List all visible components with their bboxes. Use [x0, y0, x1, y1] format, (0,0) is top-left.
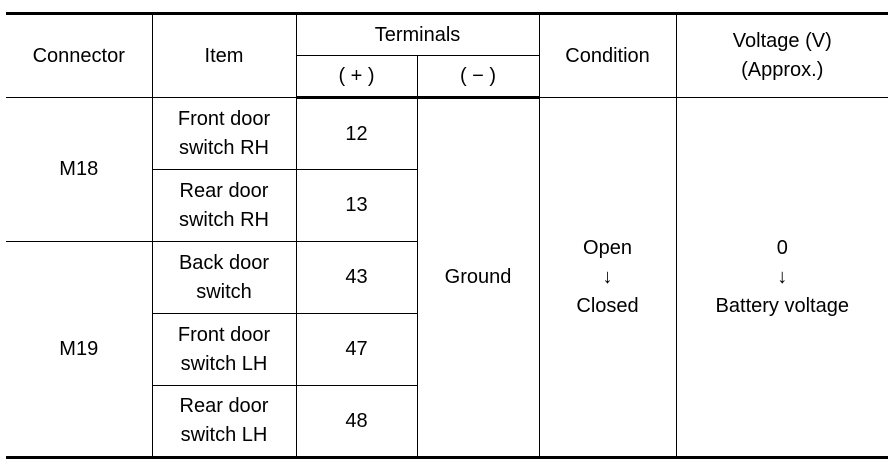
condition-to: Closed [576, 294, 639, 317]
item-line: Back door [178, 251, 270, 274]
item-line: Front door [177, 107, 271, 130]
connector-cell: M19 [6, 242, 152, 458]
down-arrow-icon: ↓ [602, 265, 613, 288]
header-voltage [676, 14, 888, 98]
voltage-from: 0 [776, 236, 788, 259]
terminal-cell: 43 [296, 242, 417, 314]
condition-from: Open [583, 236, 632, 259]
header-terminal-minus: ( − ) [417, 56, 539, 98]
condition-cell [539, 98, 676, 458]
header-voltage-line1: Voltage (V) [732, 30, 832, 52]
terminal-cell: 47 [296, 314, 417, 386]
item-line: Rear door [179, 179, 269, 202]
terminal-cell: 48 [296, 386, 417, 458]
ground-cell: Ground [417, 98, 539, 458]
item-cell [152, 242, 296, 314]
voltage-cell [676, 98, 888, 458]
voltage-to: Battery voltage [715, 294, 849, 317]
header-terminal-plus: ( + ) [296, 56, 417, 98]
item-line: switch LH [180, 352, 268, 375]
item-cell [152, 314, 296, 386]
item-cell [152, 170, 296, 242]
header-terminals: Terminals [296, 14, 539, 56]
connector-cell: M18 [6, 98, 152, 242]
terminal-cell: 13 [296, 170, 417, 242]
item-line: switch LH [180, 424, 268, 446]
header-item: Item [152, 14, 296, 98]
item-cell [152, 386, 296, 458]
item-cell [152, 98, 296, 170]
header-voltage-line2: (Approx.) [741, 59, 824, 81]
item-line: switch [196, 280, 252, 303]
terminal-cell: 12 [296, 98, 417, 170]
item-line: switch RH [178, 136, 269, 159]
item-line: switch RH [178, 208, 269, 231]
header-connector: Connector [6, 14, 152, 98]
header-condition: Condition [539, 14, 676, 98]
item-line: Rear door [179, 395, 269, 417]
item-line: Front door [177, 323, 271, 346]
down-arrow-icon: ↓ [777, 265, 788, 288]
door-switch-table [6, 12, 888, 459]
